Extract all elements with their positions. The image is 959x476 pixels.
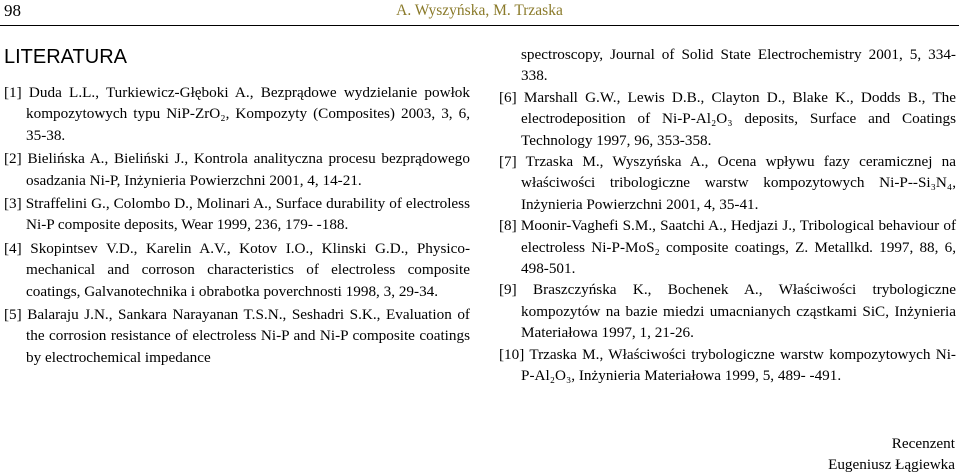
section-title: LITERATURA — [4, 46, 127, 68]
reference-item: [8] Moonir-Vaghefi S.M., Saatchi A., Hedjazi J., Tribological behaviour of electroless Ni-P-MoS₂ composite coatings, Z. Metallkd. 1997, 88, 6, 498-501. — [499, 217, 956, 278]
left-column — [4, 44, 470, 368]
reference-item: [3] Straffelini G., Colombo D., Molinari A., Surface durability of electroless Ni-P composite deposits, Wear 1999, 236, 179- -188. — [4, 195, 470, 234]
reference-item: [4] Skopintsev V.D., Karelin A.V., Kotov I.O., Klinski G.D., Physico-mechanical and corroson characteristics of electroless composite coatings, Galvanotechnika i obrabotka poverchnosti 1998, 3, 29-34. — [4, 239, 470, 300]
reference-item: [10] Trzaska M., Właściwości trybologiczne warstw kompozytowych Ni-P-Al₂O₃, Inżynieria Materiałowa 1999, 5, 489- -491. — [499, 345, 956, 385]
reference-item: [7] Trzaska M., Wyszyńska A., Ocena wpływu fazy ceramicznej na właściwości tribologiczne warstw kompozytowych Ni-P--Si₃N₄, Inżynieria Powierzchni 2001, 4, 35-41. — [499, 153, 956, 213]
reference-item: [6] Marshall G.W., Lewis D.B., Clayton D., Blake K., Dodds B., The electrodeposition of Ni-P-Al₂O₃ deposits, Surface and Coatings Technology 1997, 96, 353-358. — [499, 88, 956, 149]
running-head: A. Wyszyńska, M. Trzaska — [396, 2, 563, 19]
reviewer-name: Eugeniusz Łągiewka — [828, 456, 955, 473]
reference-item: [2] Bielińska A., Bieliński J., Kontrola analityczna procesu bezprądowego osadzania Ni-P, Inżynieria Powierzchni 2001, 4, 14-21. — [4, 150, 470, 189]
reference-continuation: spectroscopy, Journal of Solid State Electrochemistry 2001, 5, 334-338. — [521, 46, 956, 85]
header-rule — [0, 25, 959, 26]
reviewer-label: Recenzent — [891, 435, 955, 452]
reference-item: [5] Balaraju J.N., Sankara Narayanan T.S.N., Seshadri S.K., Evaluation of the corrosion resistance of electroless Ni-P and Ni-P composite coatings by electrochemical impedance — [4, 306, 470, 366]
reference-item: [1] Duda L.L., Turkiewicz-Głęboki A., Bezprądowe wydzielanie powłok kompozytowych typu NiP-ZrO₂, Kompozyty (Composites) 2003, 3, 6, 35-38. — [4, 84, 470, 144]
page-header — [0, 0, 959, 24]
right-column — [499, 44, 956, 387]
page-number: 98 — [4, 1, 21, 20]
reference-item: [9] Braszczyńska K., Bochenek A., Właściwości trybologiczne kompozytów na bazie miedzi umacnianych cząstkami SiC, Inżynieria Materiałowa 1997, 1, 21-26. — [499, 281, 956, 342]
